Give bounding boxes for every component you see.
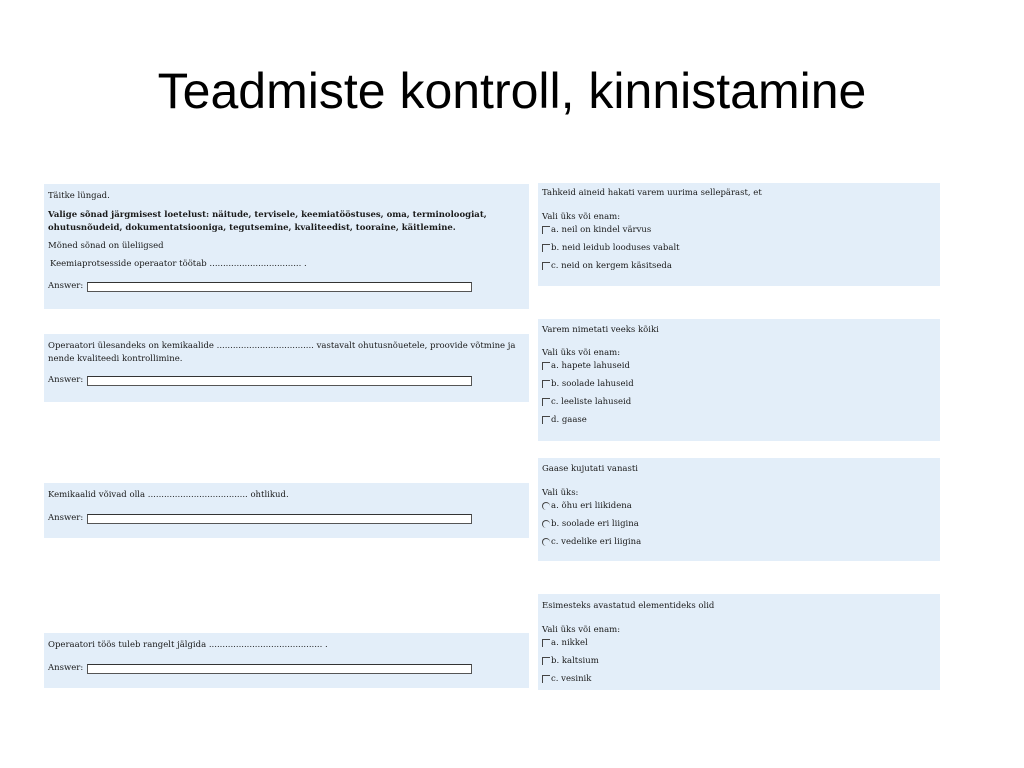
instruction-text: Vali üks või enam: <box>542 348 621 358</box>
checkbox[interactable] <box>542 262 550 270</box>
option-a[interactable] <box>542 497 936 515</box>
option-label: c. leeliste lahuseid <box>551 396 632 407</box>
option-a[interactable] <box>542 221 936 239</box>
question-text: Mõned sõnad on üleliigsed <box>48 241 164 251</box>
option-label: b. neid leidub looduses vabalt <box>551 242 680 253</box>
option-label: c. vedelike eri liigina <box>551 536 642 547</box>
choice-question-panel <box>538 319 940 441</box>
answer-label: Answer: <box>48 281 84 291</box>
checkbox[interactable] <box>542 226 550 234</box>
option-label: a. õhu eri liikidena <box>551 500 632 511</box>
option-label: c. neid on kergem käsitseda <box>551 260 672 271</box>
question-text: Operaatori töös tuleb rangelt jälgida .......................................... . <box>48 640 328 650</box>
radio-button[interactable] <box>542 520 550 528</box>
option-c[interactable] <box>542 533 936 551</box>
question-text: Tahkeid aineid hakati varem uurima sellepärast, et <box>542 188 762 198</box>
option-label: a. hapete lahuseid <box>551 360 630 371</box>
option-b[interactable] <box>542 375 936 393</box>
answer-row <box>48 662 525 675</box>
fill-question-panel <box>44 184 529 309</box>
option-label: a. nikkel <box>551 637 588 648</box>
option-c[interactable] <box>542 393 936 411</box>
option-c[interactable] <box>542 670 936 688</box>
answer-input[interactable] <box>87 282 472 292</box>
option-d[interactable] <box>542 411 936 429</box>
option-label: b. kaltsium <box>551 655 599 666</box>
answer-input[interactable] <box>87 664 472 674</box>
checkbox[interactable] <box>542 416 550 424</box>
option-label: a. neil on kindel värvus <box>551 224 652 235</box>
answer-row <box>48 280 525 293</box>
checkbox[interactable] <box>542 657 550 665</box>
answer-label: Answer: <box>48 513 84 523</box>
answer-input[interactable] <box>87 514 472 524</box>
choice-question-panel <box>538 594 940 690</box>
answer-label: Answer: <box>48 375 84 385</box>
answer-input[interactable] <box>87 376 472 386</box>
question-text: Keemiaprotsesside operaator töötab .................................. . <box>50 259 307 269</box>
instruction-text: Vali üks või enam: <box>542 625 621 635</box>
option-b[interactable] <box>542 239 936 257</box>
option-b[interactable] <box>542 515 936 533</box>
radio-button[interactable] <box>542 538 550 546</box>
answer-row <box>48 512 525 525</box>
checkbox[interactable] <box>542 380 550 388</box>
checkbox[interactable] <box>542 675 550 683</box>
checkbox[interactable] <box>542 244 550 252</box>
checkbox[interactable] <box>542 362 550 370</box>
option-b[interactable] <box>542 652 936 670</box>
option-label: b. soolade lahuseid <box>551 378 634 389</box>
instruction-text: Vali üks või enam: <box>542 212 621 222</box>
radio-button[interactable] <box>542 502 550 510</box>
checkbox[interactable] <box>542 398 550 406</box>
question-text: Gaase kujutati vanasti <box>542 464 638 474</box>
question-text: Kemikaalid võivad olla ..................................... ohtlikud. <box>48 490 289 500</box>
fill-question-panel <box>44 334 529 402</box>
option-a[interactable] <box>542 357 936 375</box>
question-text: Täitke lüngad. <box>48 191 110 201</box>
question-text: Varem nimetati veeks kõiki <box>542 325 659 335</box>
option-label: d. gaase <box>551 414 587 425</box>
question-text: Operaatori ülesandeks on kemikaalide .................................... vastavalt ohutusnõuetele, proovide võtmine ja nende kvaliteedi kontrollimine. <box>48 341 516 364</box>
fill-question-panel <box>44 633 529 688</box>
answer-label: Answer: <box>48 663 84 673</box>
checkbox[interactable] <box>542 639 550 647</box>
option-c[interactable] <box>542 257 936 275</box>
option-label: b. soolade eri liigina <box>551 518 639 529</box>
option-label: c. vesinik <box>551 673 592 684</box>
slide-title: Teadmiste kontroll, kinnistamine <box>157 63 867 119</box>
question-text: Esimesteks avastatud elementideks olid <box>542 601 715 611</box>
choice-question-panel <box>538 458 940 561</box>
question-text: Valige sõnad järgmisest loetelust: näitude, tervisele, keemiatööstuses, oma, terminoloogiat, ohutusnõudeid, dokumentatsiooniga, tegutsemine, kvaliteedist, tooraine, käitlemine. <box>48 210 487 233</box>
fill-question-panel <box>44 483 529 538</box>
choice-question-panel <box>538 183 940 286</box>
answer-row <box>48 374 525 387</box>
instruction-text: Vali üks: <box>542 488 579 498</box>
